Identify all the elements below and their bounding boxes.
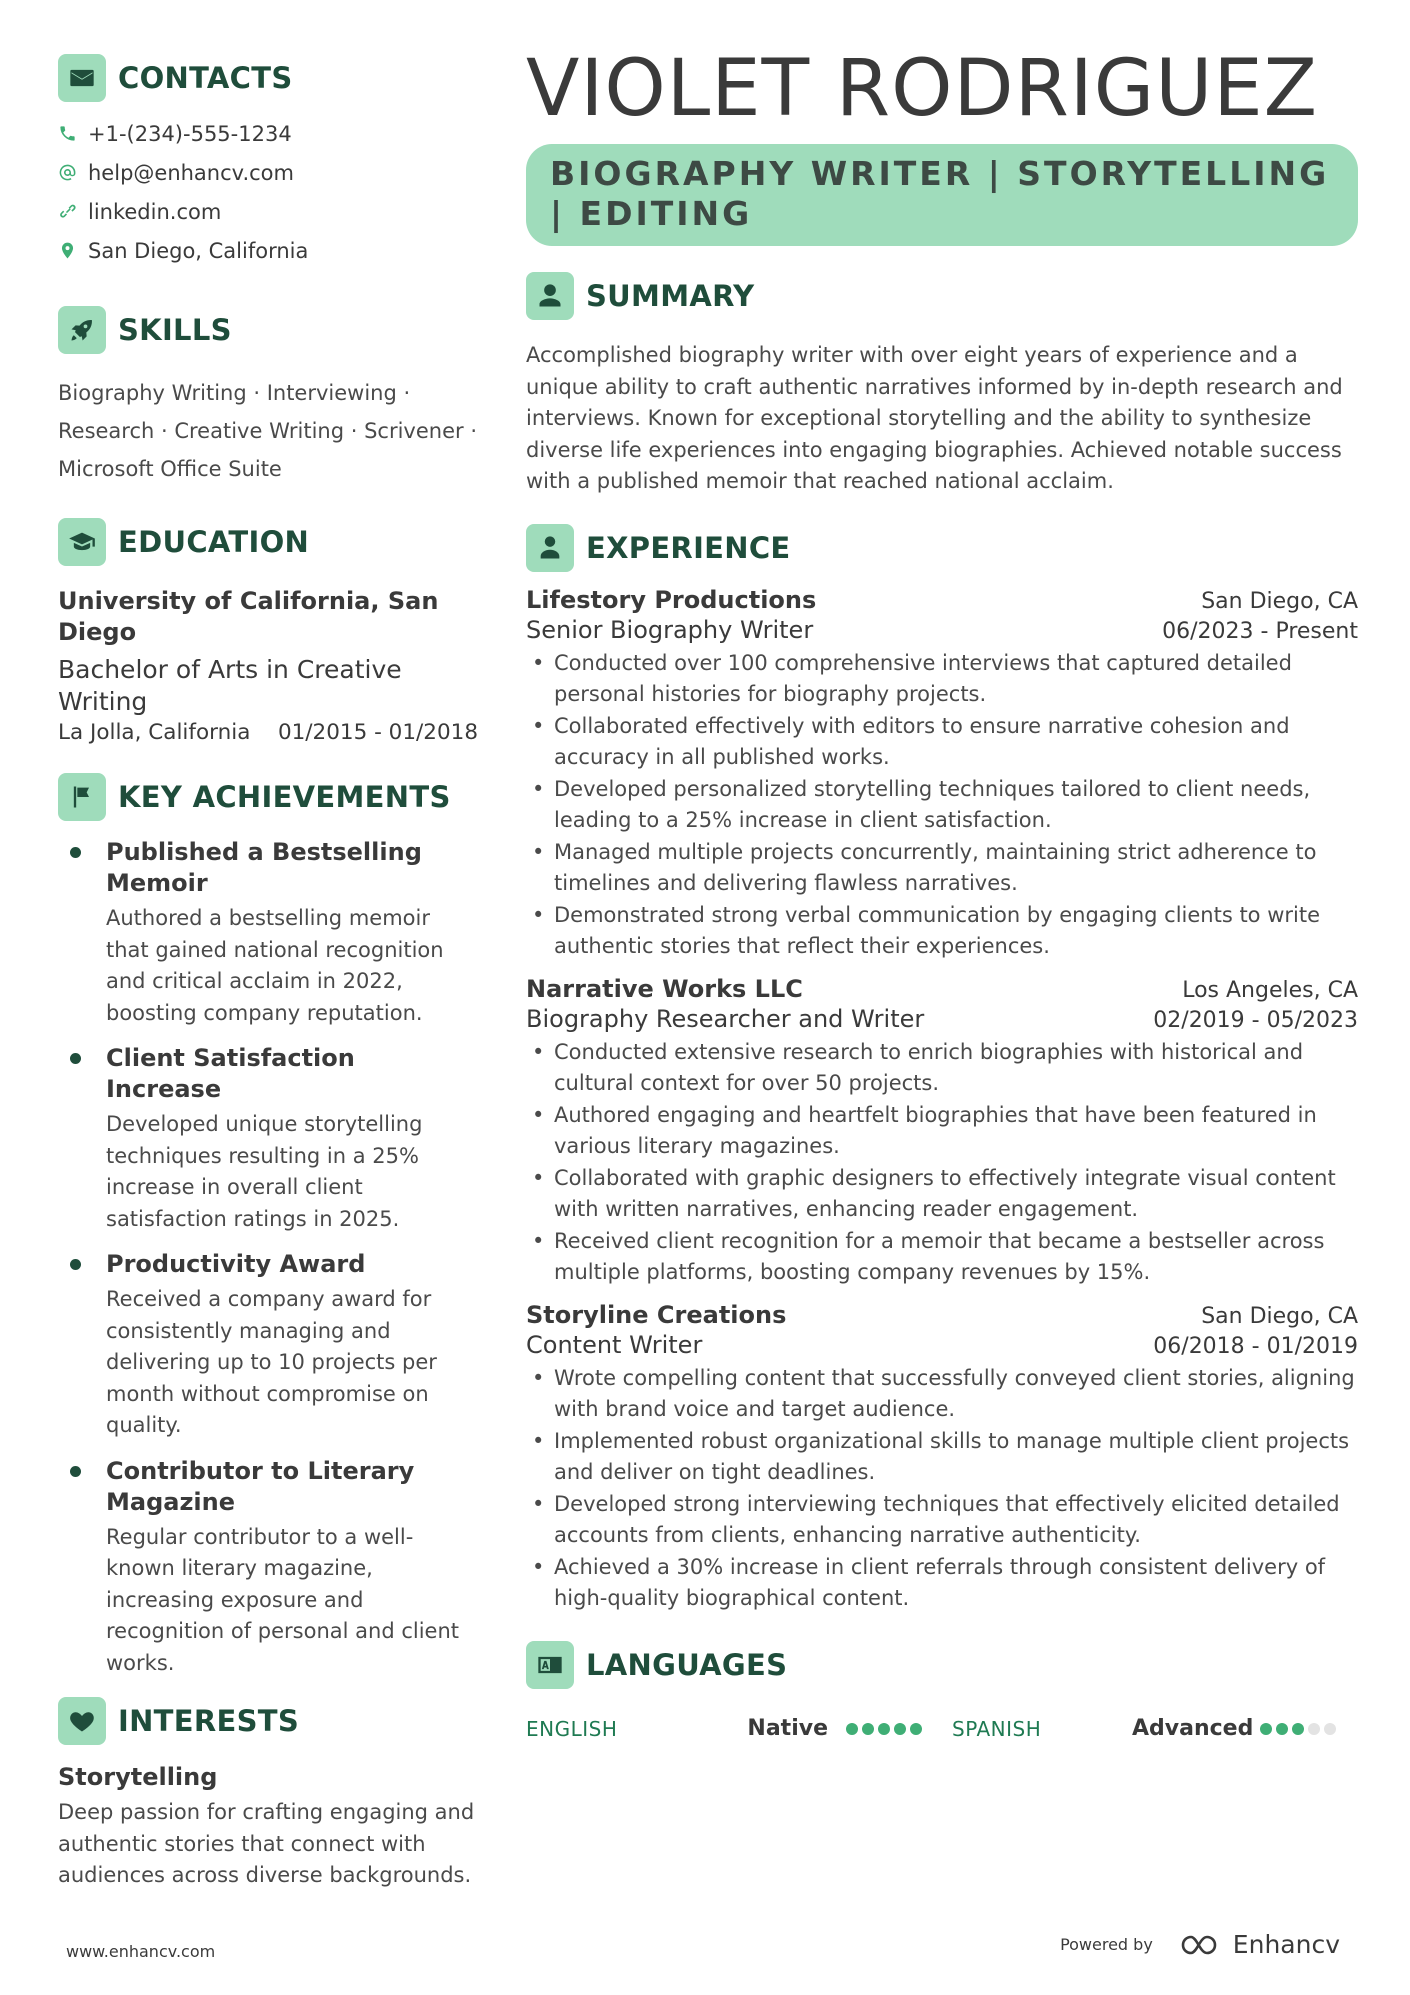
job-subheader: [526, 616, 1358, 644]
rating-dot-empty: [1308, 1723, 1320, 1735]
interests-title: INTERESTS: [118, 1704, 300, 1738]
language-name: ENGLISH: [526, 1716, 618, 1741]
job-bullet: • Collaborated effectively with editors to ensure narrative cohesion and accuracy in all published works.: [526, 711, 1358, 774]
contact-email-text: help@enhancv.com: [88, 160, 294, 185]
right-column: [526, 44, 1358, 1745]
bullet-dot-icon: [70, 1259, 81, 1270]
job-bullet: • Wrote compelling content that successfully conveyed client stories, aligning with brand voice and target audience.: [526, 1363, 1358, 1426]
skills-section-header: [58, 304, 478, 356]
achievement-desc: Received a company award for consistently managing and delivering up to 10 projects per month without compromise on quality.: [106, 1287, 437, 1437]
at-icon: [58, 163, 88, 182]
job-entry: [526, 975, 1358, 1289]
summary-text: Accomplished biography writer with over eight years of experience and a unique ability to craft authentic narratives informed by in-depth research and interviews. Known for exceptional storytelling and the ability to synthesize diverse life experiences into engaging biographies. Achieved notable success with a published memoir that reached national acclaim.: [526, 343, 1343, 493]
job-bullet: • Achieved a 30% increase in client referrals through consistent delivery of high-quality biographical content.: [526, 1552, 1358, 1615]
contact-list: [58, 114, 478, 270]
contact-phone[interactable]: [58, 114, 478, 153]
job-dates: 06/2023 - Present: [1162, 618, 1358, 644]
education-degree: Bachelor of Arts in Creative Writing: [58, 655, 402, 716]
job-header: [526, 975, 1358, 1003]
rating-dot-filled: [1260, 1723, 1272, 1735]
job-location: San Diego, CA: [1201, 588, 1358, 614]
achievement-title: Client Satisfaction Increase: [106, 1044, 355, 1103]
job-location: Los Angeles, CA: [1182, 977, 1358, 1003]
job-bullet: • Received client recognition for a memoir that became a bestseller across multiple platforms, boosting company revenues by 15%.: [526, 1226, 1358, 1289]
achievement-desc: Developed unique storytelling techniques resulting in a 25% increase in overall client satisfaction ratings in 2025.: [106, 1112, 423, 1231]
contacts-section-header: [58, 52, 478, 104]
bullet-dot-icon: [70, 847, 81, 858]
rating-dot-empty: [1324, 1723, 1336, 1735]
achievements-title: KEY ACHIEVEMENTS: [118, 780, 451, 814]
language-level: Native: [747, 1716, 828, 1741]
job-bullet: • Authored engaging and heartfelt biographies that have been featured in various literary magazines.: [526, 1100, 1358, 1163]
job-bullet: • Developed strong interviewing techniques that effectively elicited detailed accounts from clients, enhancing narrative authenticity.: [526, 1489, 1358, 1552]
education-school: University of California, San Diego: [58, 587, 439, 646]
achievement-item: [58, 1249, 478, 1442]
interest-desc: Deep passion for crafting engaging and authentic stories that connect with audiences across diverse backgrounds.: [58, 1800, 475, 1887]
job-bullet: • Conducted extensive research to enrich biographies with historical and cultural context for over 50 projects.: [526, 1037, 1358, 1100]
achievement-title: Productivity Award: [106, 1250, 366, 1278]
graduation-cap-icon: [58, 518, 106, 566]
job-bullet: • Developed personalized storytelling techniques tailored to client needs, leading to a 25% increase in client satisfaction.: [526, 774, 1358, 837]
job-company: Lifestory Productions: [526, 585, 817, 614]
education-title: EDUCATION: [118, 525, 310, 559]
job-bullets: [526, 1037, 1358, 1289]
rating-dot-filled: [910, 1723, 922, 1735]
education-location: La Jolla, California: [58, 720, 251, 745]
achievements-list: [58, 837, 478, 1679]
left-column: [58, 52, 478, 1892]
rocket-icon: [58, 306, 106, 354]
interests-section-header: [58, 1695, 478, 1747]
job-location: San Diego, CA: [1201, 1303, 1358, 1329]
summary-section-header: [526, 270, 1358, 322]
job-bullet: • Collaborated with graphic designers to effectively integrate visual content with written narratives, enhancing reader engagement.: [526, 1163, 1358, 1226]
bullet-dot-icon: [70, 1466, 81, 1477]
job-dates: 06/2018 - 01/2019: [1153, 1333, 1358, 1359]
contact-phone-text: +1-(234)-555-1234: [88, 121, 292, 146]
contact-linkedin-text: linkedin.com: [88, 199, 222, 224]
skills-list: [58, 374, 478, 488]
powered-by-label: Powered by: [1060, 1935, 1153, 1954]
interest-title: Storytelling: [58, 1763, 218, 1791]
contact-location-text: San Diego, California: [88, 238, 309, 263]
skills-line: Microsoft Office Suite: [58, 457, 282, 481]
achievement-desc: Authored a bestselling memoir that gained national recognition and critical acclaim in 2022, boosting company reputation.: [106, 906, 444, 1025]
language-rating: [1260, 1723, 1336, 1735]
footer-website[interactable]: www.enhancv.com: [66, 1942, 216, 1961]
summary-title: SUMMARY: [586, 279, 755, 313]
job-entry: [526, 586, 1358, 963]
enhancv-brand-text: Enhancv: [1232, 1930, 1340, 1959]
heart-icon: [58, 1697, 106, 1745]
enhancv-logo-icon: [1179, 1932, 1225, 1958]
achievement-desc: Regular contributor to a well-known literary magazine, increasing exposure and recognition of personal and client works.: [106, 1524, 460, 1675]
rating-dot-filled: [862, 1723, 874, 1735]
job-company: Storyline Creations: [526, 1300, 787, 1329]
language-item: [952, 1716, 1348, 1741]
rating-dot-filled: [1276, 1723, 1288, 1735]
phone-icon: [58, 124, 88, 143]
contact-email[interactable]: [58, 153, 478, 192]
language-translate-icon: [526, 1641, 574, 1689]
rating-dot-filled: [878, 1723, 890, 1735]
experience-title: EXPERIENCE: [586, 530, 791, 565]
rating-dot-filled: [894, 1723, 906, 1735]
enhancv-logo[interactable]: [1179, 1930, 1340, 1959]
headline-pill: BIOGRAPHY WRITER | STORYTELLING | EDITING: [526, 144, 1358, 246]
languages-title: LANGUAGES: [586, 1647, 788, 1682]
job-role: Biography Researcher and Writer: [526, 1004, 925, 1033]
education-dates: 01/2015 - 01/2018: [277, 720, 478, 745]
skills-line: Research · Creative Writing · Scrivener ·: [58, 419, 477, 443]
job-bullets: [526, 1363, 1358, 1615]
job-company: Narrative Works LLC: [526, 974, 803, 1003]
languages-section-header: [526, 1639, 1358, 1691]
education-meta: [58, 720, 478, 745]
job-bullet: • Managed multiple projects concurrently, maintaining strict adherence to timelines and delivering flawless narratives.: [526, 837, 1358, 900]
job-subheader: [526, 1331, 1358, 1359]
footer-branding: [1060, 1930, 1340, 1959]
link-icon: [58, 202, 88, 221]
language-rating: [846, 1723, 922, 1735]
skills-title: SKILLS: [118, 313, 232, 347]
location-pin-icon: [58, 241, 88, 260]
achievement-item: [58, 837, 478, 1029]
job-dates: 02/2019 - 05/2023: [1153, 1007, 1358, 1033]
achievements-section-header: [58, 771, 478, 823]
achievement-title: Contributor to Literary Magazine: [106, 1456, 415, 1516]
education-section-header: [58, 516, 478, 568]
rating-dot-filled: [846, 1723, 858, 1735]
job-bullet: • Conducted over 100 comprehensive interviews that captured detailed personal histories for biography projects.: [526, 648, 1358, 711]
experience-section-header: [526, 522, 1358, 574]
briefcase-person-icon: [526, 524, 574, 572]
language-item: [526, 1716, 922, 1741]
contact-location: [58, 231, 478, 270]
achievement-item: [58, 1043, 478, 1235]
contact-linkedin[interactable]: [58, 192, 478, 231]
job-header: [526, 1301, 1358, 1329]
language-level: Advanced: [1132, 1716, 1254, 1741]
candidate-name: VIOLET RODRIGUEZ: [526, 44, 1319, 134]
rating-dot-filled: [1292, 1723, 1304, 1735]
achievement-title: Published a Bestselling Memoir: [106, 838, 422, 897]
job-subheader: [526, 1005, 1358, 1033]
flag-icon: [58, 773, 106, 821]
languages-row: [526, 1713, 1358, 1745]
envelope-icon: [58, 54, 106, 102]
job-bullet: • Implemented robust organizational skills to manage multiple client projects and deliver on tight deadlines.: [526, 1426, 1358, 1489]
job-bullet: • Demonstrated strong verbal communication by engaging clients to write authentic stories that reflect their experiences.: [526, 900, 1358, 963]
person-icon: [526, 272, 574, 320]
contacts-title: CONTACTS: [118, 61, 293, 95]
job-role: Senior Biography Writer: [526, 615, 814, 644]
achievement-item: [58, 1456, 478, 1680]
job-bullets: [526, 648, 1358, 963]
language-name: SPANISH: [952, 1716, 1042, 1741]
skills-line: Biography Writing · Interviewing ·: [58, 381, 411, 405]
job-header: [526, 586, 1358, 614]
job-role: Content Writer: [526, 1330, 703, 1359]
bullet-dot-icon: [70, 1053, 81, 1064]
job-entry: [526, 1301, 1358, 1615]
